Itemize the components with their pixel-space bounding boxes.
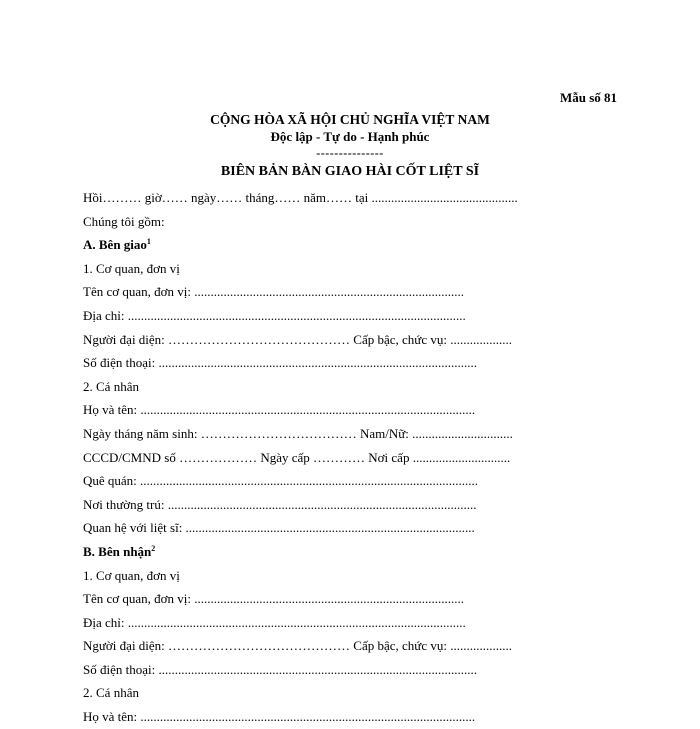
a-id-card-field: CCCD/CMND số ……………… Ngày cấp ………… Nơi cấp ..............................: [83, 449, 511, 465]
b-address-field: Địa chỉ: ........................................................................................................: [83, 614, 466, 630]
b-phone-field: Số điện thoại: ..................................................................................................: [83, 661, 477, 677]
b-representative-field: Người đại diện: …………………………………… Cấp bậc, chức vụ: ...................: [83, 638, 512, 654]
form-body: [83, 186, 535, 729]
time-place-line: Hồi……… giờ…… ngày…… tháng…… năm…… tại .............................................: [83, 190, 518, 205]
section-a-heading: [83, 233, 535, 257]
section-b-title: B. Bên nhận: [83, 543, 152, 559]
header-divider: ---------------: [316, 146, 384, 160]
country-name: CỘNG HÒA XÃ HỘI CHỦ NGHĨA VIỆT NAM: [210, 112, 490, 127]
a-hometown-field: Quê quán: ........................................................................................................: [83, 473, 479, 489]
footnote-1-marker: 1: [146, 237, 151, 247]
a-birth-gender-field: Ngày tháng năm sinh: ……………………………… Nam/Nữ: ...............................: [83, 425, 513, 441]
b-person-heading: 2. Cá nhân: [83, 685, 139, 701]
a-person-heading: 2. Cá nhân: [83, 378, 139, 394]
a-phone-field: Số điện thoại: ..................................................................................................: [83, 355, 477, 371]
a-address-field: Địa chỉ: ........................................................................................................: [83, 307, 466, 323]
section-a-title: A. Bên giao: [83, 237, 147, 253]
a-org-heading: 1. Cơ quan, đơn vị: [83, 260, 180, 276]
form-number: Mẫu số 81: [559, 90, 617, 105]
a-residence-field: Nơi thường trú: ...............................................................................................: [83, 496, 477, 512]
a-full-name-field: Họ và tên: .......................................................................................................: [83, 402, 476, 418]
a-org-name-field: Tên cơ quan, đơn vị: ...................................................................................: [83, 284, 464, 300]
a-representative-field: Người đại diện: …………………………………… Cấp bậc, chức vụ: ...................: [83, 331, 512, 347]
b-org-name-field: Tên cơ quan, đơn vị: ...................................................................................: [83, 591, 464, 607]
we-include-line: Chúng tôi gồm:: [83, 213, 165, 229]
a-relation-field: Quan hệ với liệt sĩ: .........................................................................................: [83, 520, 475, 536]
b-full-name-field: Họ và tên: .......................................................................................................: [83, 709, 476, 725]
section-b-heading: [83, 540, 535, 564]
document-title: BIÊN BẢN BÀN GIAO HÀI CỐT LIỆT SĨ: [220, 164, 480, 179]
national-motto: Độc lập - Tự do - Hạnh phúc: [270, 129, 430, 144]
b-org-heading: 1. Cơ quan, đơn vị: [83, 567, 180, 583]
national-header: [0, 111, 700, 162]
footnote-2-marker: 2: [151, 543, 156, 553]
